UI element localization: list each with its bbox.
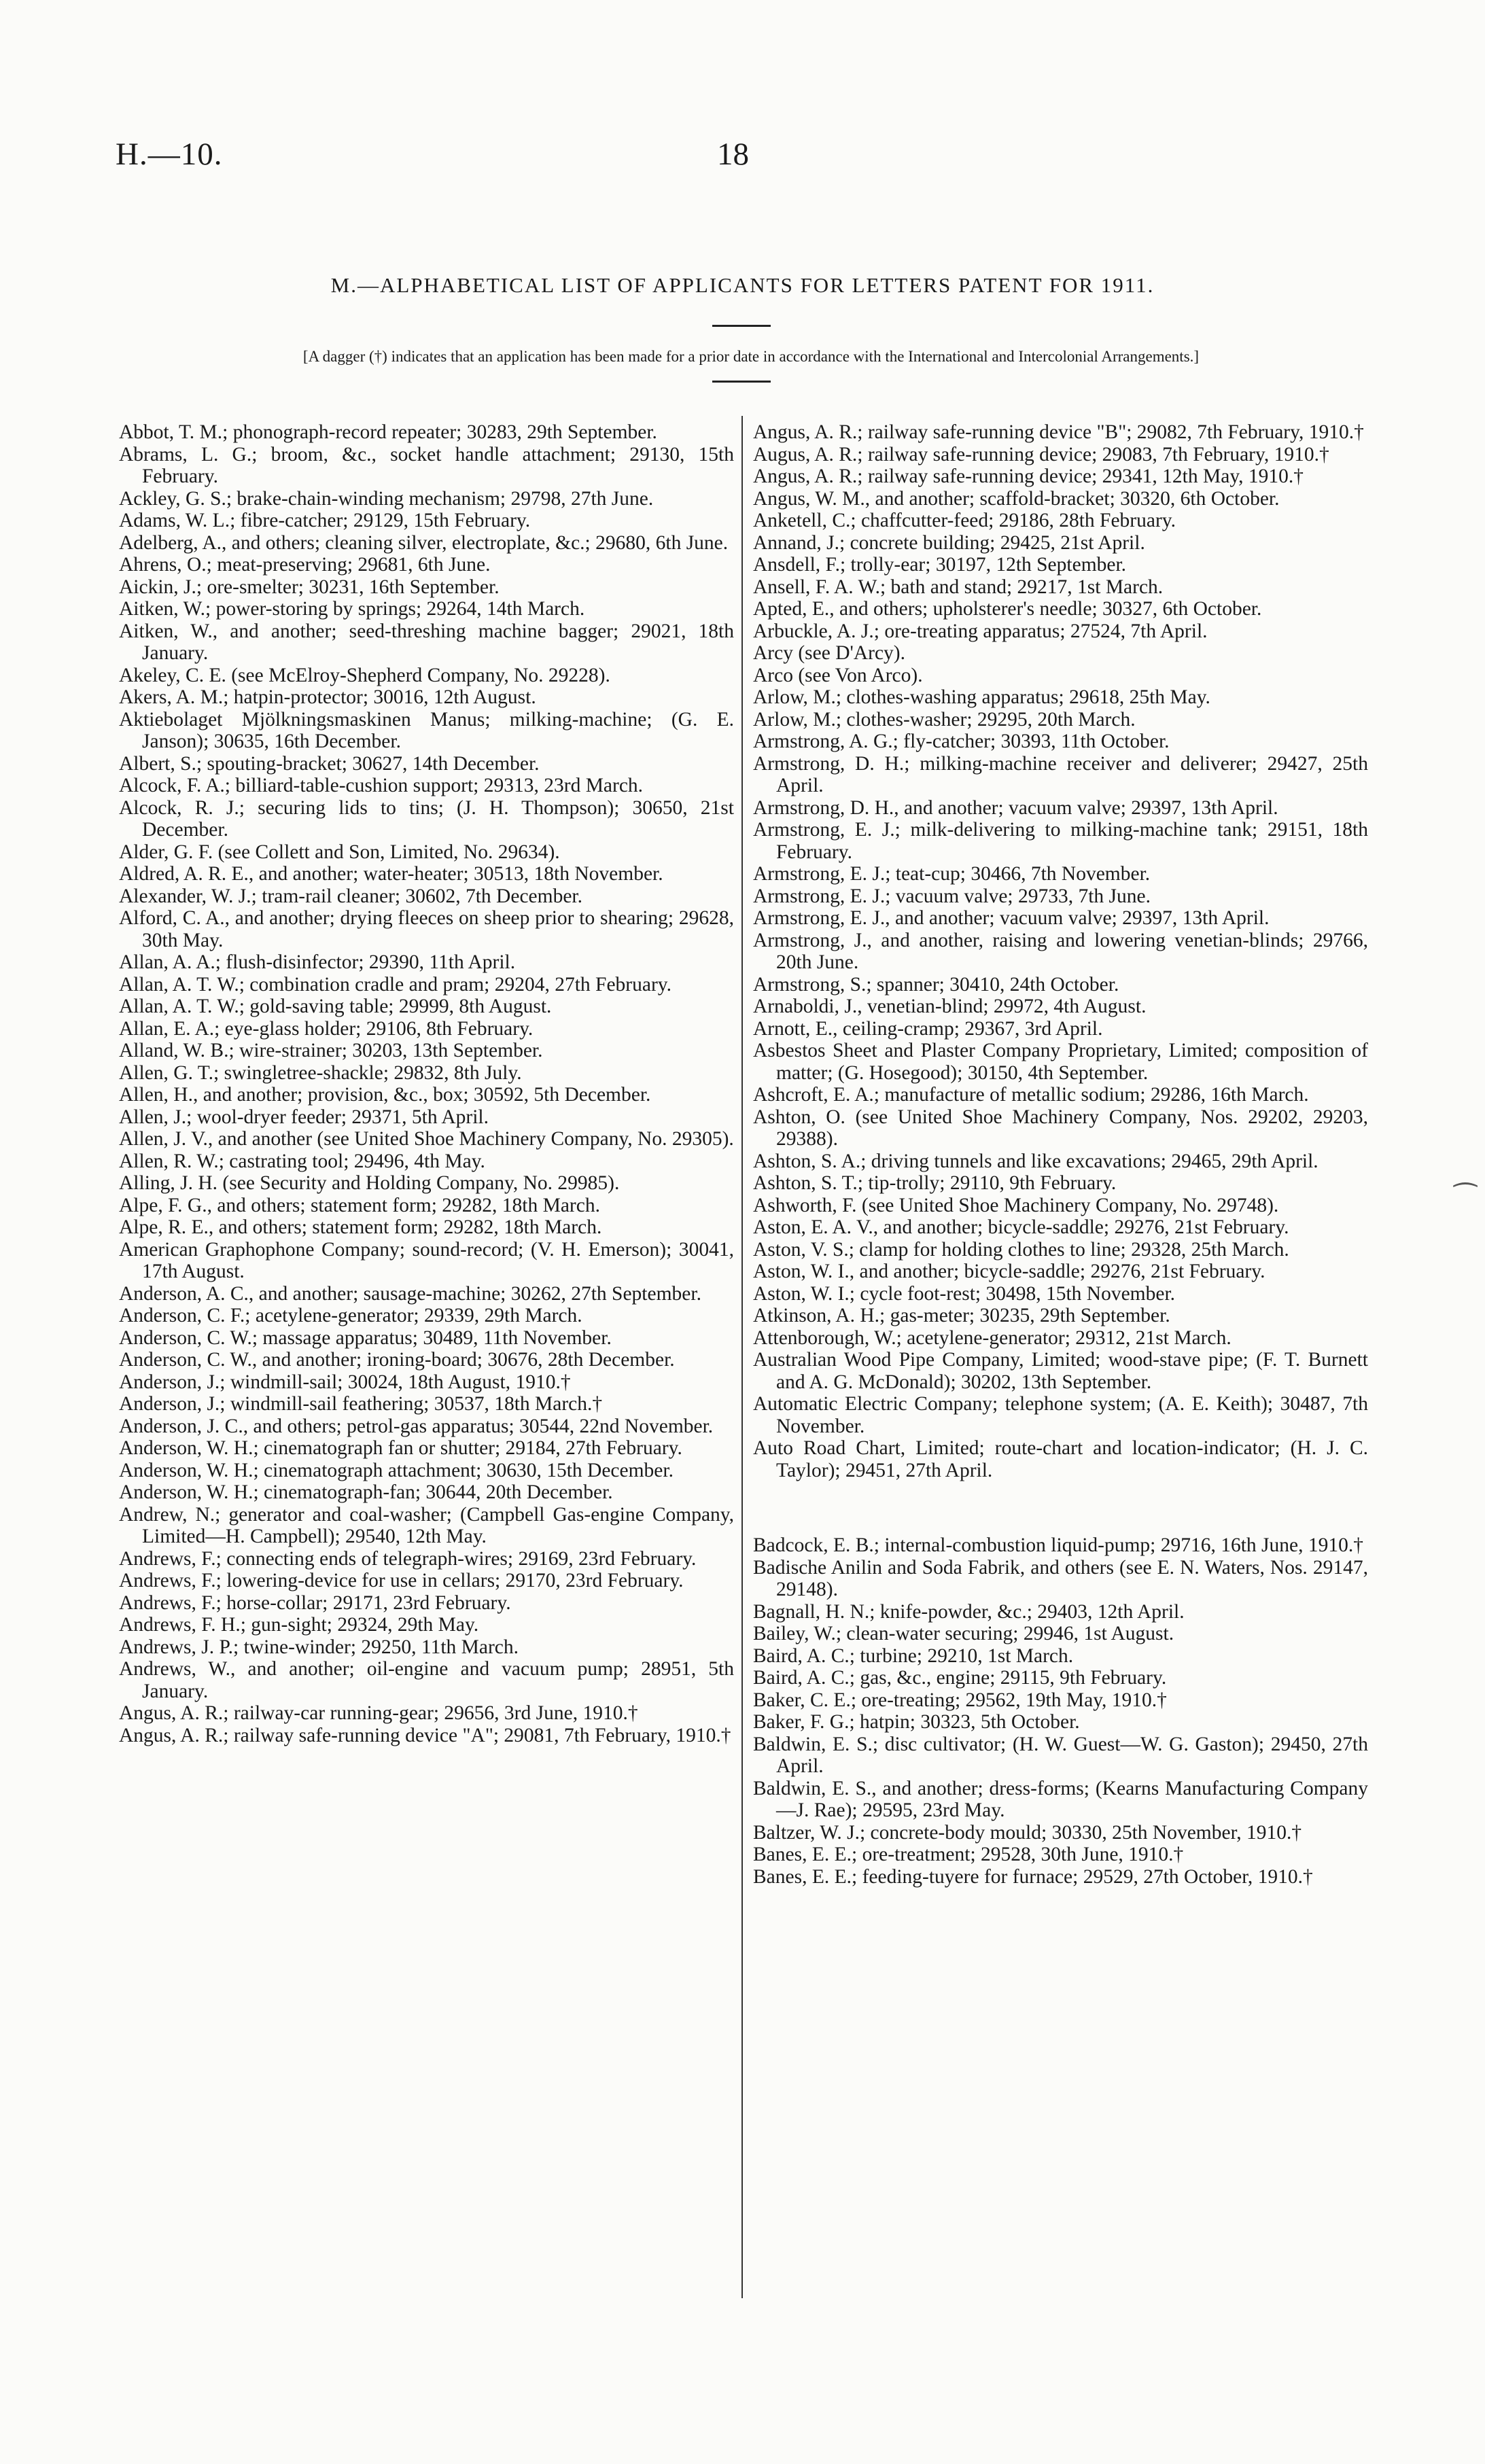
list-entry: Bagnall, H. N.; knife-powder, &c.; 29403, 12th April.	[753, 1600, 1185, 1623]
list-entry: Atkinson, A. H.; gas-meter; 30235, 29th September.	[753, 1305, 1170, 1326]
list-entry: Anderson, C. F.; acetylene-generator; 29339, 29th March.	[119, 1305, 582, 1326]
list-entry: Banes, E. E.; feeding-tuyere for furnace; 29529, 27th October, 1910.†	[753, 1865, 1313, 1888]
list-entry: Armstrong, D. H.; milking-machine receiver and deliverer; 29427, 25th April.	[753, 752, 1368, 796]
list-entry: Aston, V. S.; clamp for holding clothes to line; 29328, 25th March.	[753, 1238, 1289, 1261]
list-entry: Baker, C. E.; ore-treating; 29562, 19th May, 1910.†	[753, 1689, 1167, 1711]
margin-mark: ⁀	[1454, 1183, 1477, 1214]
list-entry: Banes, E. E.; ore-treatment; 29528, 30th June, 1910.†	[753, 1844, 1184, 1865]
list-entry: Alpe, F. G., and others; statement form; 29282, 18th March.	[119, 1194, 600, 1216]
list-entry: Anderson, J. C., and others; petrol-gas apparatus; 30544, 22nd November.	[119, 1415, 714, 1437]
list-entry: Arbuckle, A. J.; ore-treating apparatus; 27524, 7th April.	[753, 620, 1208, 642]
list-entry: Aitken, W., and another; seed-threshing machine bagger; 29021, 18th January.	[119, 620, 734, 664]
list-entry: Allen, J.; wool-dryer feeder; 29371, 5th April.	[119, 1106, 489, 1128]
list-entry: Allan, A. T. W.; gold-saving table; 29999, 8th August.	[119, 996, 552, 1017]
list-entry: Ashton, O. (see United Shoe Machinery Company, Nos. 29202, 29203, 29388).	[753, 1106, 1368, 1150]
list-entry: Adams, W. L.; fibre-catcher; 29129, 15th February.	[119, 510, 531, 531]
list-entry: Aickin, J.; ore-smelter; 30231, 16th September.	[119, 576, 500, 598]
page-number: 18	[717, 137, 749, 172]
document-reference: H.—10.	[116, 137, 223, 172]
list-entry: Allen, G. T.; swingletree-shackle; 29832, 8th July.	[119, 1061, 522, 1084]
list-entry: Armstrong, J., and another, raising and lowering venetian-blinds; 29766, 20th June.	[753, 929, 1368, 973]
title-rule	[712, 325, 771, 327]
list-entry: Arnott, E., ceiling-cramp; 29367, 3rd April.	[753, 1017, 1103, 1040]
list-entry: Aldred, A. R. E., and another; water-heater; 30513, 18th November.	[119, 863, 663, 885]
list-entry: Asbestos Sheet and Plaster Company Proprietary, Limited; composition of matter; (G. Hosegood); 30150, 4th September.	[753, 1040, 1368, 1084]
list-entry: Arnaboldi, J., venetian-blind; 29972, 4th August.	[753, 996, 1147, 1017]
list-entry: Allen, J. V., and another (see United Shoe Machinery Company, No. 29305).	[119, 1128, 734, 1150]
list-entry: Anketell, C.; chaffcutter-feed; 29186, 28th February.	[753, 510, 1176, 531]
list-entry: Anderson, C. W., and another; ironing-board; 30676, 28th December.	[119, 1349, 675, 1371]
list-entry: Ashcroft, E. A.; manufacture of metallic sodium; 29286, 16th March.	[753, 1084, 1309, 1106]
list-entry: Baird, A. C.; gas, &c., engine; 29115, 9th February.	[753, 1667, 1167, 1689]
list-entry: Armstrong, S.; spanner; 30410, 24th October.	[753, 973, 1119, 996]
list-entry: Allen, R. W.; castrating tool; 29496, 4th May.	[119, 1150, 485, 1172]
list-entry: Alling, J. H. (see Security and Holding Company, No. 29985).	[119, 1172, 620, 1194]
list-entry: Adelberg, A., and others; cleaning silver, electroplate, &c.; 29680, 6th June.	[119, 531, 729, 554]
list-entry: Armstrong, E. J., and another; vacuum valve; 29397, 13th April.	[753, 907, 1270, 929]
list-entry: Andrews, J. P.; twine-winder; 29250, 11th March.	[119, 1636, 519, 1658]
list-entry: Armstrong, A. G.; fly-catcher; 30393, 11th October.	[753, 731, 1170, 752]
list-entry: Allan, E. A.; eye-glass holder; 29106, 8th February.	[119, 1017, 534, 1040]
list-entry: Anderson, A. C., and another; sausage-machine; 30262, 27th September.	[119, 1282, 701, 1305]
list-entry: Aston, W. I.; cycle foot-rest; 30498, 15th November.	[753, 1282, 1176, 1305]
list-entry: Arco (see Von Arco).	[753, 664, 923, 686]
column-divider	[741, 416, 743, 2298]
list-entry: Andrews, F. H.; gun-sight; 29324, 29th May.	[119, 1614, 479, 1636]
list-entry: Andrews, F.; connecting ends of telegraph-wires; 29169, 23rd February.	[119, 1547, 697, 1570]
list-entry: Alexander, W. J.; tram-rail cleaner; 30602, 7th December.	[119, 885, 583, 907]
list-entry: Badcock, E. B.; internal-combustion liquid-pump; 29716, 16th June, 1910.†	[753, 1534, 1364, 1556]
list-entry: Angus, A. R.; railway safe-running device "B"; 29082, 7th February, 1910.†	[753, 421, 1364, 443]
list-entry: Aston, W. I., and another; bicycle-saddle; 29276, 21st February.	[753, 1261, 1265, 1282]
list-entry: Armstrong, E. J.; vacuum valve; 29733, 7th June.	[753, 885, 1151, 907]
list-entry: Armstrong, D. H., and another; vacuum valve; 29397, 13th April.	[753, 796, 1278, 819]
list-entry: American Graphophone Company; sound-record; (V. H. Emerson); 30041, 17th August.	[119, 1238, 734, 1282]
list-entry: Allen, H., and another; provision, &c., box; 30592, 5th December.	[119, 1084, 651, 1106]
list-entry: Anderson, W. H.; cinematograph attachment; 30630, 15th December.	[119, 1459, 674, 1481]
list-entry: Arlow, M.; clothes-washer; 29295, 20th March.	[753, 708, 1136, 731]
list-entry: Armstrong, E. J.; teat-cup; 30466, 7th November.	[753, 863, 1151, 885]
list-entry: Anderson, W. H.; cinematograph fan or shutter; 29184, 27th February.	[119, 1437, 682, 1459]
list-entry: Alcock, R. J.; securing lids to tins; (J. H. Thompson); 30650, 21st December.	[119, 796, 734, 841]
list-entry: Ackley, G. S.; brake-chain-winding mechanism; 29798, 27th June.	[119, 487, 654, 510]
list-entry: Anderson, J.; windmill-sail feathering; 30537, 18th March.†	[119, 1393, 603, 1415]
section-title: M.—ALPHABETICAL LIST OF APPLICANTS FOR LETTERS PATENT FOR 1911.	[330, 273, 1155, 297]
list-entry: Aston, E. A. V., and another; bicycle-saddle; 29276, 21st February.	[753, 1216, 1289, 1238]
list-entry: Armstrong, E. J.; milk-delivering to milking-machine tank; 29151, 18th February.	[753, 819, 1368, 863]
list-entry: Allan, A. A.; flush-disinfector; 29390, 11th April.	[119, 951, 516, 973]
list-entry: Abrams, L. G.; broom, &c., socket handle attachment; 29130, 15th February.	[119, 443, 734, 487]
list-entry: Angus, A. R.; railway safe-running device "A"; 29081, 7th February, 1910.†	[119, 1724, 731, 1746]
list-entry: Baldwin, E. S.; disc cultivator; (H. W. Guest—W. G. Gaston); 29450, 27th April.	[753, 1733, 1368, 1777]
list-entry: Anderson, W. H.; cinematograph-fan; 30644, 20th December.	[119, 1481, 613, 1503]
list-entry: Augus, A. R.; railway safe-running device; 29083, 7th February, 1910.†	[753, 443, 1329, 465]
list-entry: Baltzer, W. J.; concrete-body mould; 30330, 25th November, 1910.†	[753, 1821, 1302, 1844]
list-entry: Arlow, M.; clothes-washing apparatus; 29618, 25th May.	[753, 686, 1210, 708]
left-column	[119, 421, 734, 1746]
list-entry: Alpe, R. E., and others; statement form; 29282, 18th March.	[119, 1216, 602, 1238]
list-entry: Alder, G. F. (see Collett and Son, Limited, No. 29634).	[119, 841, 560, 863]
list-entry: Anderson, C. W.; massage apparatus; 30489, 11th November.	[119, 1326, 612, 1349]
list-entry: Anderson, J.; windmill-sail; 30024, 18th August, 1910.†	[119, 1371, 571, 1393]
list-entry: Badische Anilin and Soda Fabrik, and others (see E. N. Waters, Nos. 29147, 29148).	[753, 1556, 1368, 1600]
list-entry: Akeley, C. E. (see McElroy-Shepherd Company, No. 29228).	[119, 664, 610, 686]
list-entry: Aktiebolaget Mjölkningsmaskinen Manus; milking-machine; (G. E. Janson); 30635, 16th December.	[119, 708, 734, 752]
list-entry: Alland, W. B.; wire-strainer; 30203, 13th September.	[119, 1040, 543, 1061]
list-entry: Abbot, T. M.; phonograph-record repeater; 30283, 29th September.	[119, 421, 657, 443]
list-entry: Angus, A. R.; railway safe-running device; 29341, 12th May, 1910.†	[753, 465, 1304, 487]
list-entry: Annand, J.; concrete building; 29425, 21st April.	[753, 531, 1145, 554]
list-entry: Andrews, W., and another; oil-engine and vacuum pump; 28951, 5th January.	[119, 1658, 734, 1702]
list-entry: Baker, F. G.; hatpin; 30323, 5th October.	[753, 1711, 1080, 1733]
list-entry: Automatic Electric Company; telephone system; (A. E. Keith); 30487, 7th November.	[753, 1393, 1368, 1437]
list-entry: Auto Road Chart, Limited; route-chart and location-indicator; (H. J. C. Taylor); 29451, 27th April.	[753, 1437, 1368, 1481]
list-entry: Ansdell, F.; trolly-ear; 30197, 12th September.	[753, 554, 1127, 576]
list-entry: Allan, A. T. W.; combination cradle and pram; 29204, 27th February.	[119, 973, 672, 996]
list-entry: Ansell, F. A. W.; bath and stand; 29217, 1st March.	[753, 576, 1164, 598]
list-entry: Alcock, F. A.; billiard-table-cushion support; 29313, 23rd March.	[119, 775, 644, 796]
list-entry: Ahrens, O.; meat-preserving; 29681, 6th June.	[119, 554, 491, 576]
list-entry: Australian Wood Pipe Company, Limited; wood-stave pipe; (F. T. Burnett and A. G. McDonald); 30202, 13th September.	[753, 1349, 1368, 1393]
list-entry: Alford, C. A., and another; drying fleeces on sheep prior to shearing; 29628, 30th May.	[119, 907, 734, 951]
note-rule	[712, 381, 771, 383]
list-entry: Baird, A. C.; turbine; 29210, 1st March.	[753, 1644, 1074, 1667]
list-entry: Arcy (see D'Arcy).	[753, 642, 906, 664]
list-entry: Bailey, W.; clean-water securing; 29946, 1st August.	[753, 1623, 1174, 1644]
list-entry: Andrews, F.; horse-collar; 29171, 23rd February.	[119, 1591, 511, 1614]
list-entry: Aitken, W.; power-storing by springs; 29264, 14th March.	[119, 598, 585, 620]
list-entry: Baldwin, E. S., and another; dress-forms; (Kearns Manufacturing Company—J. Rae); 29595, 23rd May.	[753, 1777, 1368, 1821]
list-entry: Ashworth, F. (see United Shoe Machinery Company, No. 29748).	[753, 1194, 1279, 1216]
list-entry: Akers, A. M.; hatpin-protector; 30016, 12th August.	[119, 686, 536, 708]
list-entry: Ashton, S. A.; driving tunnels and like excavations; 29465, 29th April.	[753, 1150, 1318, 1172]
list-entry: Andrews, F.; lowering-device for use in cellars; 29170, 23rd February.	[119, 1570, 684, 1591]
list-entry: Andrew, N.; generator and coal-washer; (Campbell Gas-engine Company, Limited—H. Campbell); 29540, 12th May.	[119, 1503, 734, 1547]
list-entry: Apted, E., and others; upholsterer's needle; 30327, 6th October.	[753, 598, 1262, 620]
list-entry: Ashton, S. T.; tip-trolly; 29110, 9th February.	[753, 1172, 1117, 1194]
dagger-note: [A dagger (†) indicates that an application has been made for a prior date in accordance with the International and Intercolonial Arrangements.]	[302, 348, 1200, 365]
list-entry: Albert, S.; spouting-bracket; 30627, 14th December.	[119, 752, 540, 775]
right-column	[753, 421, 1368, 1888]
list-entry: Angus, W. M., and another; scaffold-bracket; 30320, 6th October.	[753, 487, 1280, 510]
list-entry: Angus, A. R.; railway-car running-gear; 29656, 3rd June, 1910.†	[119, 1702, 638, 1724]
list-entry: Attenborough, W.; acetylene-generator; 29312, 21st March.	[753, 1326, 1231, 1349]
